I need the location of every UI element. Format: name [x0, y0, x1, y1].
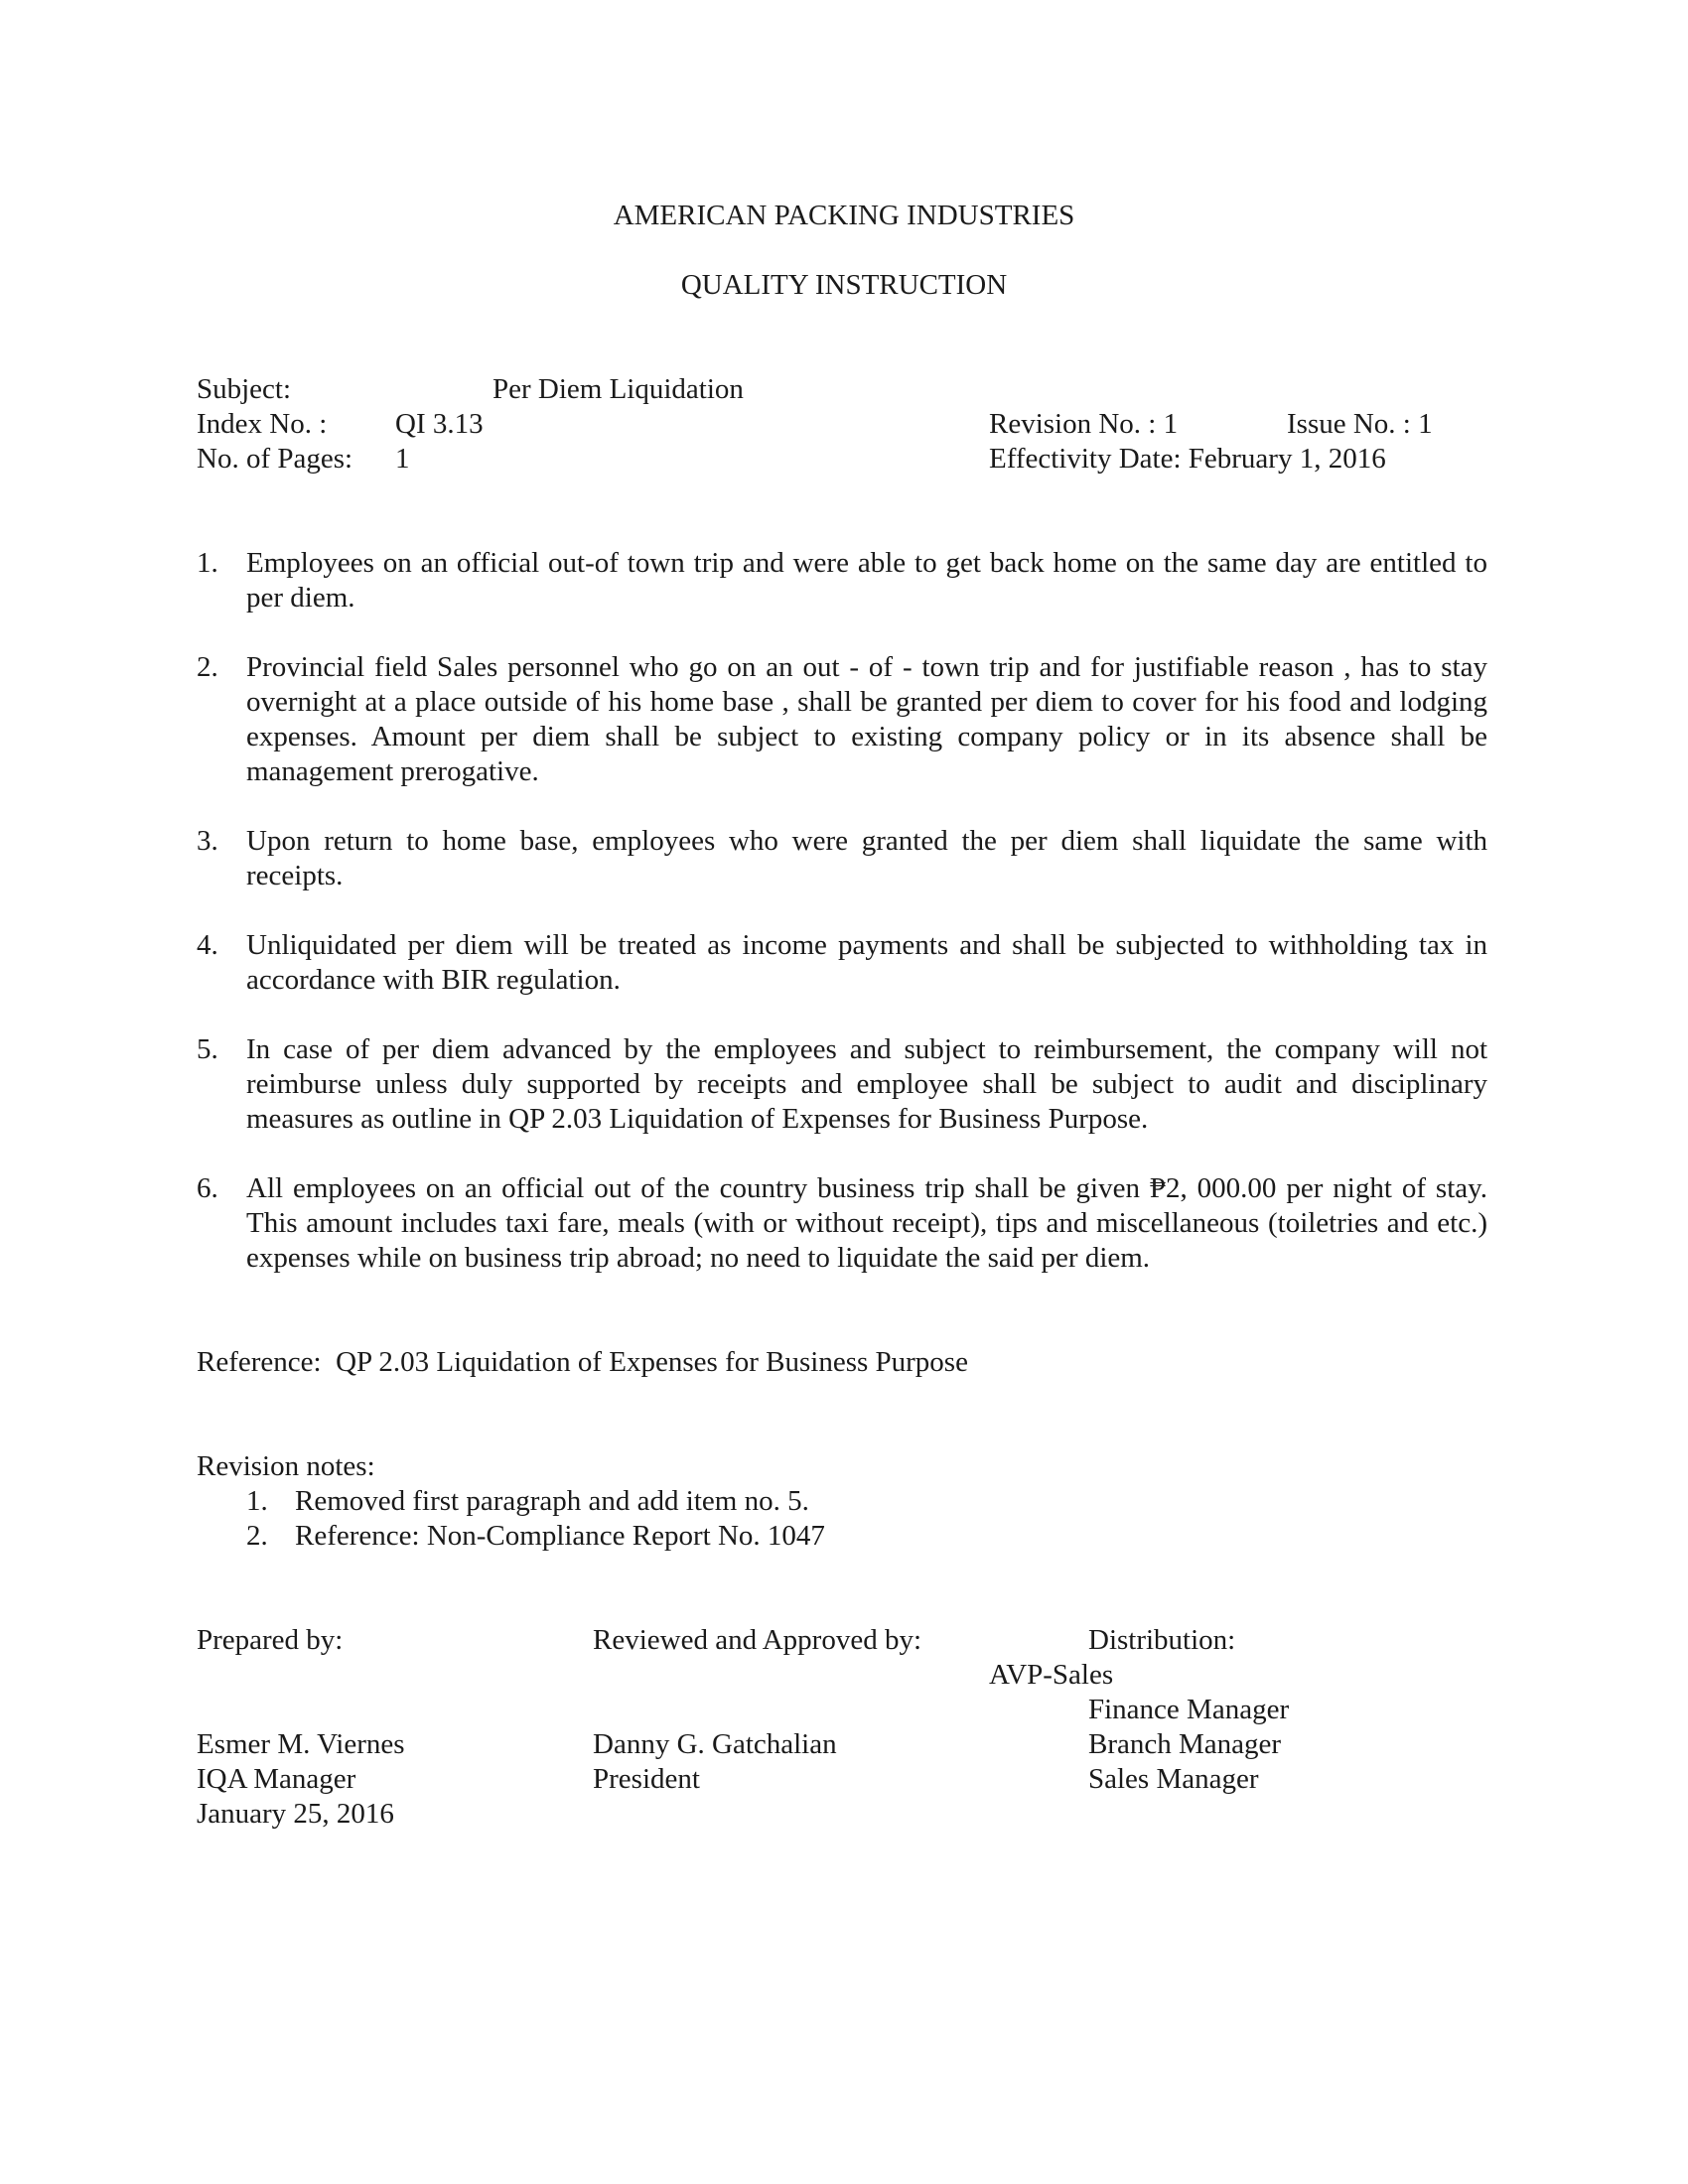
revision-number: Revision No. : 1: [989, 408, 1179, 440]
effectivity-date: Effectivity Date: February 1, 2016: [989, 443, 1386, 475]
item-text: Employees on an official out-of town trip and were able to get back home on the same day are entitled to per diem.: [246, 547, 1487, 614]
revision-note-number: 2.: [246, 1520, 268, 1552]
item-number: 4.: [197, 929, 218, 961]
index-label: Index No. :: [197, 408, 328, 440]
prepared-by-label: Prepared by:: [197, 1624, 344, 1656]
company-name: AMERICAN PACKING INDUSTRIES: [613, 200, 1075, 231]
prepared-by-name: Esmer M. Viernes: [197, 1728, 405, 1760]
issue-number: Issue No. : 1: [1287, 408, 1433, 440]
distribution-item: Finance Manager: [1088, 1694, 1290, 1725]
item-number: 2.: [197, 651, 218, 683]
item-number: 5.: [197, 1033, 218, 1065]
item-number: 6.: [197, 1172, 218, 1204]
reviewed-by-name: Danny G. Gatchalian: [593, 1728, 837, 1760]
index-value: QI 3.13: [395, 408, 484, 440]
item-text: Unliquidated per diem will be treated as income payments and shall be subjected to withholding tax in accordance with BIR regulation.: [246, 929, 1487, 996]
item-text: In case of per diem advanced by the employees and subject to reimbursement, the company will not reimburse unless duly supported by receipts and employee shall be subject to audit and disciplinary measures as outline in QP 2.03 Liquidation of Expenses for Business Purpose.: [246, 1033, 1487, 1135]
item-number: 1.: [197, 547, 218, 579]
distribution-item: Branch Manager: [1088, 1728, 1282, 1760]
item-text: Upon return to home base, employees who were granted the per diem shall liquidate the same with receipts.: [246, 825, 1487, 891]
prepared-by-title: IQA Manager: [197, 1763, 356, 1795]
subject-label: Subject:: [197, 373, 292, 405]
subject-value: Per Diem Liquidation: [492, 373, 744, 405]
item-number: 3.: [197, 825, 218, 857]
reviewed-by-title: President: [593, 1763, 700, 1795]
document-type: QUALITY INSTRUCTION: [680, 269, 1008, 301]
distribution-item: Sales Manager: [1088, 1763, 1259, 1795]
prepared-date: January 25, 2016: [197, 1798, 394, 1830]
distribution-item: AVP-Sales: [989, 1659, 1114, 1691]
distribution-label: Distribution:: [1088, 1624, 1236, 1656]
pages-value: 1: [395, 443, 410, 475]
item-text: All employees on an official out of the country business trip shall be given ₱2, 000.00 per night of stay. This amount includes taxi fare, meals (with or without receipt), tips and miscellaneous (toiletries and etc.) expenses while on business trip abroad; no need to liquidate the said per diem.: [246, 1172, 1487, 1274]
reviewed-by-label: Reviewed and Approved by:: [593, 1624, 922, 1656]
revision-note-number: 1.: [246, 1485, 268, 1517]
reference: Reference: QP 2.03 Liquidation of Expenses for Business Purpose: [197, 1346, 968, 1378]
pages-label: No. of Pages:: [197, 443, 353, 475]
revision-notes-title: Revision notes:: [197, 1450, 375, 1482]
item-text: Provincial field Sales personnel who go on an out - of - town trip and for justifiable reason , has to stay overnight at a place outside of his home base , shall be granted per diem to cover for his food and lodging expenses. Amount per diem shall be subject to existing company policy or in its absence shall be management prerogative.: [246, 651, 1487, 787]
revision-note-text: Removed first paragraph and add item no. 5.: [295, 1485, 809, 1517]
revision-note-text: Reference: Non-Compliance Report No. 1047: [295, 1520, 825, 1552]
